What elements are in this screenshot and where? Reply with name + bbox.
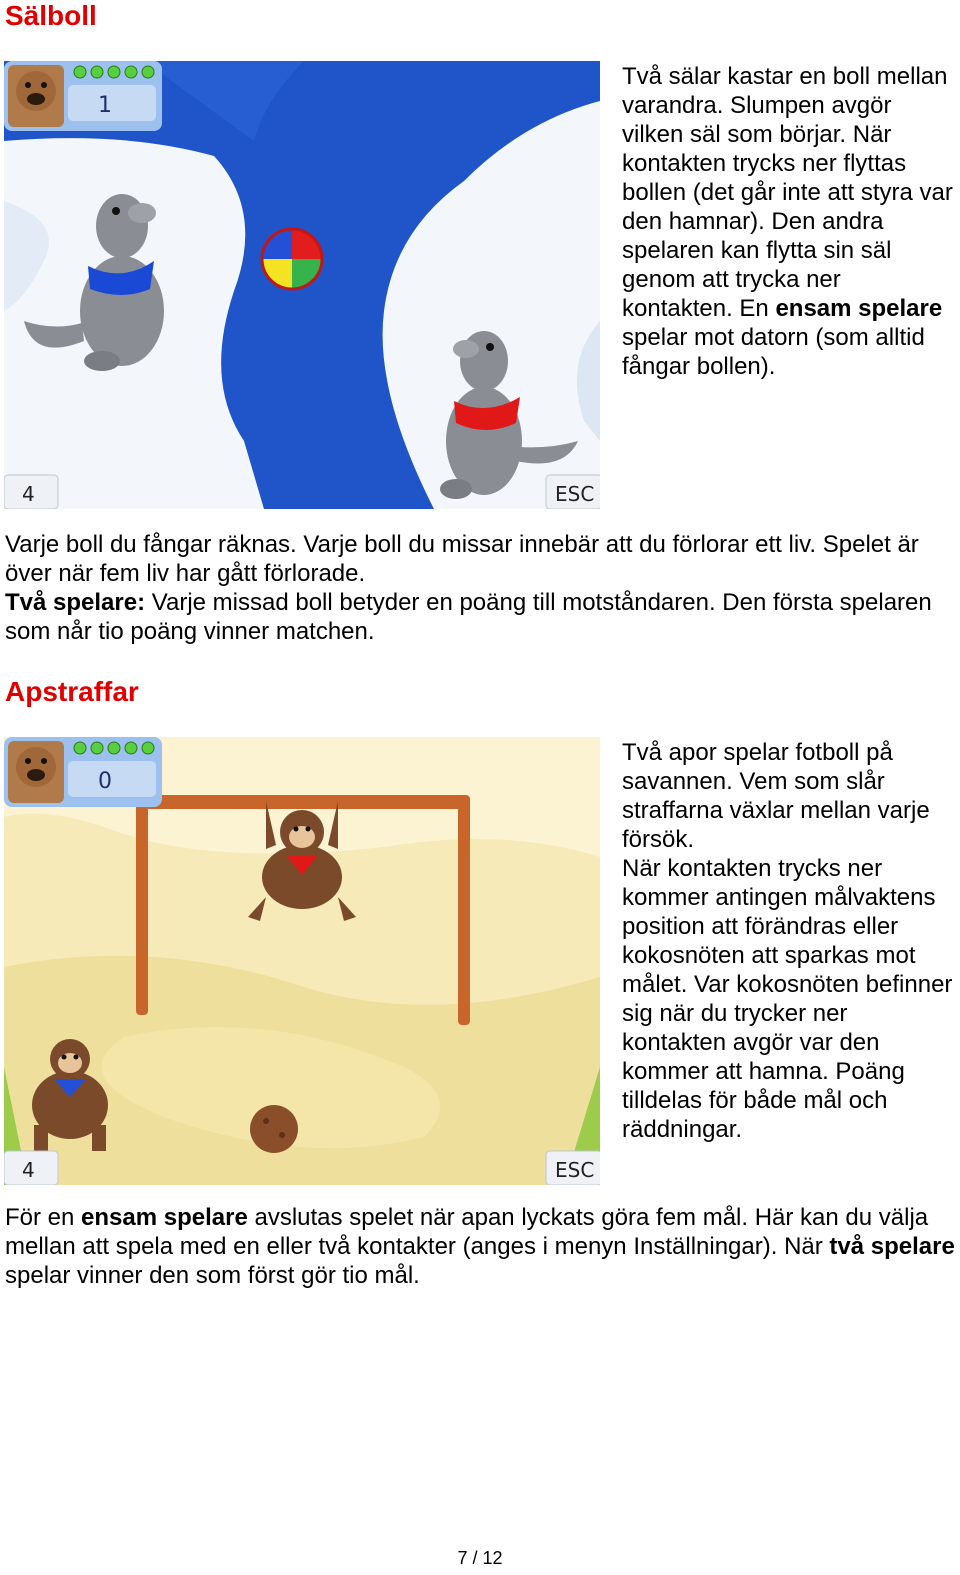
score-value: 0	[98, 769, 112, 794]
esc-label: ESC	[555, 1158, 595, 1182]
apstraffar-controls: När kontakten trycks ner kommer antingen målvaktens position att förändras eller kokosnöten att sparkas mot målet. Var kokosnöten befinner sig när du trycker ner kontakten avgör var den kommer att hamna. Poäng tilldelas för både mål och räddningar.	[622, 855, 953, 1143]
salboll-rules: Varje boll du fångar räknas. Varje boll du missar innebär att du förlorar ett liv. Spelet är över när fem liv har gått förlorade.	[5, 531, 919, 587]
apstraffar-game-screenshot	[4, 737, 600, 1185]
section-title-salboll: Sälboll	[5, 0, 97, 31]
score-value: 1	[98, 93, 112, 118]
salboll-description: Två sälar kastar en boll mellan varandra. Slumpen avgör vilken säl som börjar. När kontakten trycks ner flyttas bollen (det går inte att styra var den hamnar). Den andra spelaren kan flytta sin säl genom att trycka ner kontakten. En ensam spelare spelar mot datorn (som alltid fångar bollen).	[622, 63, 953, 380]
salboll-game-screenshot	[4, 61, 600, 509]
beach-ball-icon	[262, 229, 322, 289]
section-title-apstraffar: Apstraffar	[5, 676, 139, 707]
salboll-two-players: Två spelare: Varje missad boll betyder en poäng till motståndaren. Den första spelaren som når tio poäng vinner matchen.	[5, 589, 932, 645]
apstraffar-description: Två apor spelar fotboll på savannen. Vem som slår straffarna växlar mellan varje försök.	[622, 739, 930, 853]
coconut-icon	[250, 1105, 298, 1153]
apstraffar-rules: För en ensam spelare avslutas spelet när apan lyckats göra fem mål. Här kan du välja mellan att spela med en eller två kontakter (anges i menyn Inställningar). När två spelare spelar vinner den som först gör tio mål.	[5, 1204, 955, 1289]
lives-left-value: 4	[22, 1158, 35, 1182]
lives-left-value: 4	[22, 482, 35, 506]
esc-label: ESC	[555, 482, 595, 506]
page-number: 7 / 12	[457, 1548, 503, 1568]
